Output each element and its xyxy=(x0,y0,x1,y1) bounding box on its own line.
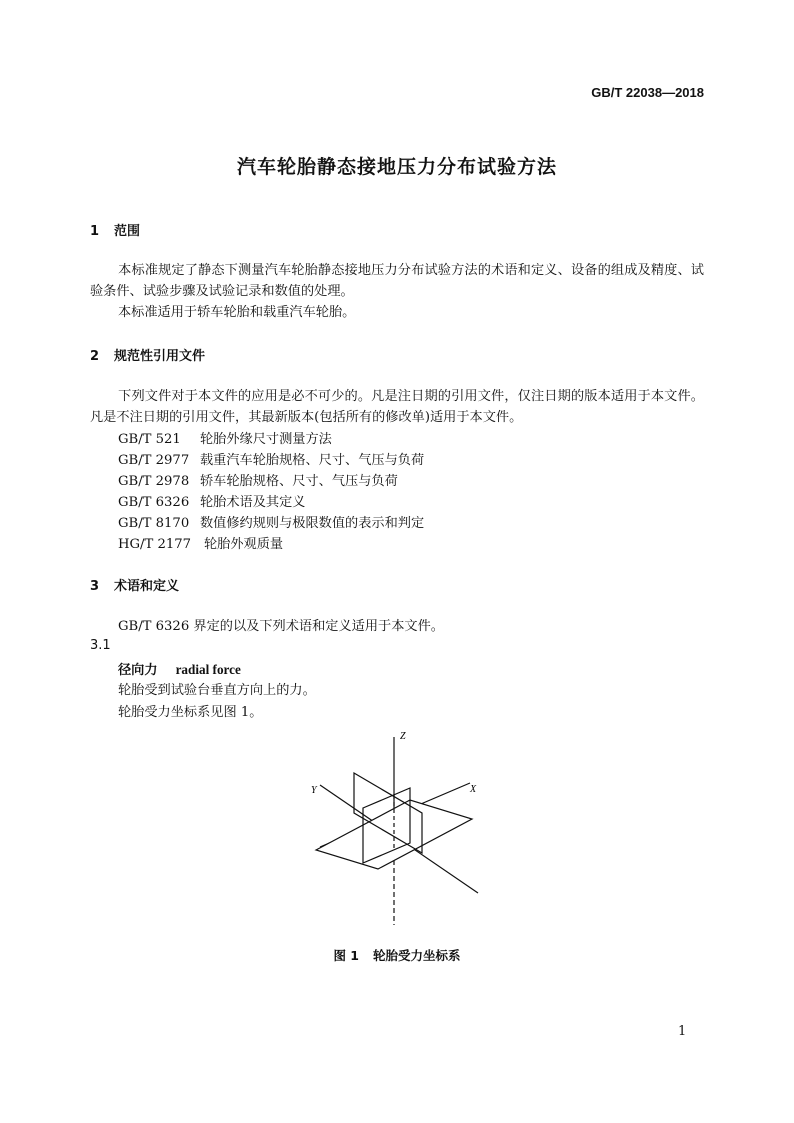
normative-intro-text: 下列文件对于本文件的应用是必不可少的。凡是注日期的引用文件，仅注日期的版本适用于本文件。凡是不注日期的引用文件，其最新版本(包括所有的修改单)适用于本文件。 xyxy=(90,389,704,425)
scope-text: 本标准适用于轿车轮胎和载重汽车轮胎。 xyxy=(118,305,356,320)
reference-title: 数值修约规则与极限数值的表示和判定 xyxy=(200,516,425,531)
reference-title: 轮胎术语及其定义 xyxy=(200,495,306,510)
reference-title: 载重汽车轮胎规格、尺寸、气压与负荷 xyxy=(200,453,425,468)
term-heading xyxy=(118,659,241,678)
figure-caption-number: 图 1 xyxy=(333,948,360,963)
term-number: 3.1 xyxy=(90,638,111,653)
x-axis-label: X xyxy=(470,784,477,795)
coordinate-figure xyxy=(260,725,500,939)
reference-item xyxy=(118,470,398,489)
reference-item xyxy=(118,449,424,468)
reference-title: 轮胎外缘尺寸测量方法 xyxy=(200,432,332,447)
terms-intro: GB/T 6326 界定的以及下列术语和定义适用于本文件。 xyxy=(118,619,444,634)
section-number: 2 xyxy=(90,349,100,364)
term-note: 轮胎受力坐标系见图 1。 xyxy=(118,705,263,720)
scope-text: 本标准规定了静态下测量汽车轮胎静态接地压力分布试验方法的术语和定义、设备的组成及精度、试验条件、试验步骤及试验记录和数值的处理。 xyxy=(90,263,704,299)
reference-code: HG/T 2177 xyxy=(118,537,192,552)
reference-code: GB/T 2978 xyxy=(118,474,190,489)
figure-caption xyxy=(0,946,794,964)
reference-item xyxy=(118,491,306,510)
reference-code: GB/T 6326 xyxy=(118,495,190,510)
document-title: 汽车轮胎静态接地压力分布试验方法 xyxy=(236,156,557,178)
normative-intro xyxy=(90,386,704,428)
term-chinese: 径向力 xyxy=(118,663,158,678)
section-1-heading xyxy=(90,220,140,239)
reference-item xyxy=(118,428,332,447)
section-3-heading xyxy=(90,575,179,594)
reference-item xyxy=(118,533,283,552)
reference-code: GB/T 8170 xyxy=(118,516,190,531)
reference-title: 轮胎外观质量 xyxy=(204,537,284,552)
figure-caption-text: 轮胎受力坐标系 xyxy=(373,948,461,963)
y-axis-label: Y xyxy=(311,785,317,796)
reference-item xyxy=(118,512,424,531)
reference-title: 轿车轮胎规格、尺寸、气压与负荷 xyxy=(200,474,398,489)
z-axis-label: Z xyxy=(400,731,406,742)
standard-number: GB/T 22038—2018 xyxy=(591,85,704,100)
section-number: 1 xyxy=(90,224,100,239)
scope-paragraph-2 xyxy=(90,302,704,323)
coordinate-diagram xyxy=(260,725,500,935)
section-number: 3 xyxy=(90,579,100,594)
reference-code: GB/T 521 xyxy=(118,432,181,447)
term-definition: 轮胎受到试验台垂直方向上的力。 xyxy=(118,683,316,698)
section-2-heading xyxy=(90,345,205,364)
section-title: 术语和定义 xyxy=(114,579,180,594)
reference-code: GB/T 2977 xyxy=(118,453,190,468)
scope-paragraph-1 xyxy=(90,260,704,302)
page-number: 1 xyxy=(678,1024,687,1039)
section-title: 规范性引用文件 xyxy=(114,349,206,364)
term-english: radial force xyxy=(175,662,241,677)
section-title: 范围 xyxy=(114,224,141,239)
